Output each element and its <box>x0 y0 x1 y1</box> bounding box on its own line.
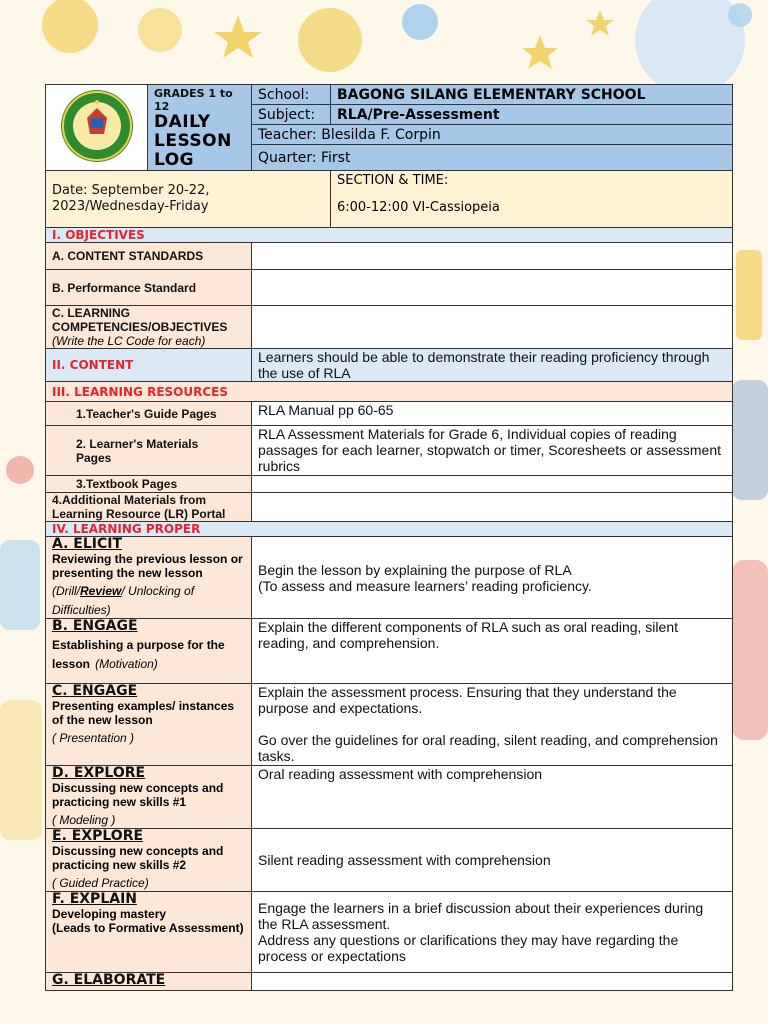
elicit-note-end: / Unlocking of Difficulties) <box>52 584 195 617</box>
engage-c-desc: Presenting examples/ instances of the new lesson <box>52 699 235 727</box>
explain-f-desc-1: Developing mastery <box>52 907 167 921</box>
explain-f-desc-2: (Leads to Formative Assessment) <box>52 921 244 935</box>
additional-materials-label: 4.Additional Materials from Learning Resource (LR) Portal <box>46 493 252 522</box>
engage-b-cell <box>46 619 252 684</box>
engage-b-phase: B. ENGAGE <box>52 618 138 634</box>
explore-e-text: Silent reading assessment with comprehension <box>252 829 733 892</box>
explain-f-text-cell <box>252 892 733 973</box>
elicit-desc: Reviewing the previous lesson or presenting the new lesson <box>52 552 243 580</box>
title-daily: DAILY <box>154 112 211 132</box>
textbook-pages-label: 3.Textbook Pages <box>46 476 252 493</box>
explain-f-text-1: Engage the learners in a brief discussion about their experiences during the RLA assessment. <box>258 900 704 932</box>
explore-d-text: Oral reading assessment with comprehension <box>252 766 733 829</box>
engage-b-note: (Motivation) <box>95 657 158 671</box>
subject-label: Subject: <box>252 105 331 124</box>
explore-e-desc: Discussing new concepts and practicing new skills #2 <box>52 844 224 872</box>
performance-standard-value <box>252 270 733 306</box>
engage-c-cell <box>46 684 252 766</box>
school-logo-cell <box>46 85 148 171</box>
elaborate-g-value <box>252 973 733 991</box>
elicit-phase: A. ELICIT <box>52 536 123 552</box>
learning-competencies-value <box>252 306 733 349</box>
engage-c-note: ( Presentation ) <box>52 731 135 745</box>
engage-b-text: Explain the different components of RLA such as oral reading, silent reading, and comprehension. <box>252 619 733 684</box>
learning-competencies-note: (Write the LC Code for each) <box>52 334 206 348</box>
school-label: School: <box>252 85 331 105</box>
teachers-guide-value: RLA Manual pp 60-65 <box>252 402 733 426</box>
elicit-note-review: Review <box>80 584 122 598</box>
lesson-log-table <box>45 84 733 991</box>
elaborate-g-phase: G. ELABORATE <box>52 972 166 988</box>
additional-materials-value <box>252 493 733 522</box>
elicit-cell <box>46 537 252 619</box>
explore-e-note: ( Guided Practice) <box>52 876 149 890</box>
title-log: LOG <box>154 150 195 170</box>
section-time-cell <box>331 171 733 228</box>
school-logo <box>52 88 142 164</box>
title-lesson: LESSON <box>154 131 232 151</box>
school-value: BAGONG SILANG ELEMENTARY SCHOOL <box>331 85 733 105</box>
explain-f-phase: F. EXPLAIN <box>52 891 137 907</box>
explore-d-desc: Discussing new concepts and practicing new skills #1 <box>52 781 224 809</box>
explore-e-cell <box>46 829 252 892</box>
section-time-value: 6:00-12:00 VI-Cassiopeia <box>337 200 500 215</box>
content-text: Learners should be able to demonstrate their reading proficiency through the use of RLA <box>252 349 733 382</box>
performance-standard-label: B. Performance Standard <box>46 270 252 306</box>
learning-proper-heading: IV. LEARNING PROPER <box>46 522 733 537</box>
elicit-text-cell <box>252 537 733 619</box>
learners-materials-value: RLA Assessment Materials for Grade 6, Individual copies of reading passages for each learner, stopwatch or timer, Scoresheets or assessment rubrics <box>252 426 733 476</box>
explore-e-phase: E. EXPLORE <box>52 828 144 844</box>
learning-resources-heading: III. LEARNING RESOURCES <box>46 382 733 402</box>
engage-c-phase: C. ENGAGE <box>52 683 138 699</box>
dll-title-cell <box>148 85 252 171</box>
quarter-field: Quarter: First <box>252 145 733 171</box>
learning-competencies-label: C. LEARNING COMPETENCIES/OBJECTIVES <box>52 306 228 334</box>
engage-c-text-cell <box>252 684 733 766</box>
learners-materials-label: 2. Learner's Materials Pages <box>46 426 252 476</box>
grades-label: GRADES 1 to 12 <box>154 87 233 113</box>
date-field: Date: September 20-22, 2023/Wednesday-Friday <box>46 171 331 228</box>
objectives-heading: I. OBJECTIVES <box>46 228 733 243</box>
content-standards-label: A. CONTENT STANDARDS <box>46 243 252 270</box>
textbook-pages-value <box>252 476 733 493</box>
subject-value: RLA/Pre-Assessment <box>331 105 733 124</box>
explore-d-phase: D. EXPLORE <box>52 765 146 781</box>
elicit-text-2: (To assess and measure learners’ reading proficiency. <box>258 577 592 594</box>
content-label: II. CONTENT <box>46 349 252 382</box>
explain-f-text-2: Address any questions or clarifications they may have regarding the process or expectations <box>258 932 679 964</box>
explain-f-cell <box>46 892 252 973</box>
explore-d-cell <box>46 766 252 829</box>
engage-b-desc: Establishing a purpose for the lesson <box>52 638 225 671</box>
learning-competencies-cell <box>46 306 252 349</box>
elaborate-g-cell <box>46 973 252 991</box>
content-standards-value <box>252 243 733 270</box>
section-time-label: SECTION & TIME: <box>337 173 449 188</box>
explore-d-note: ( Modeling ) <box>52 813 116 827</box>
teacher-field: Teacher: Blesilda F. Corpin <box>252 124 733 144</box>
engage-c-text-1: Explain the assessment process. Ensuring that they understand the purpose and expectations. <box>258 684 677 716</box>
daily-lesson-log-sheet <box>45 84 732 991</box>
elicit-text-1: Begin the lesson by explaining the purpose of RLA <box>258 561 572 578</box>
elicit-note-start: (Drill/ <box>52 584 80 598</box>
engage-c-text-2: Go over the guidelines for oral reading, silent reading, and comprehension tasks. <box>258 732 718 764</box>
teachers-guide-label: 1.Teacher's Guide Pages <box>46 402 252 426</box>
